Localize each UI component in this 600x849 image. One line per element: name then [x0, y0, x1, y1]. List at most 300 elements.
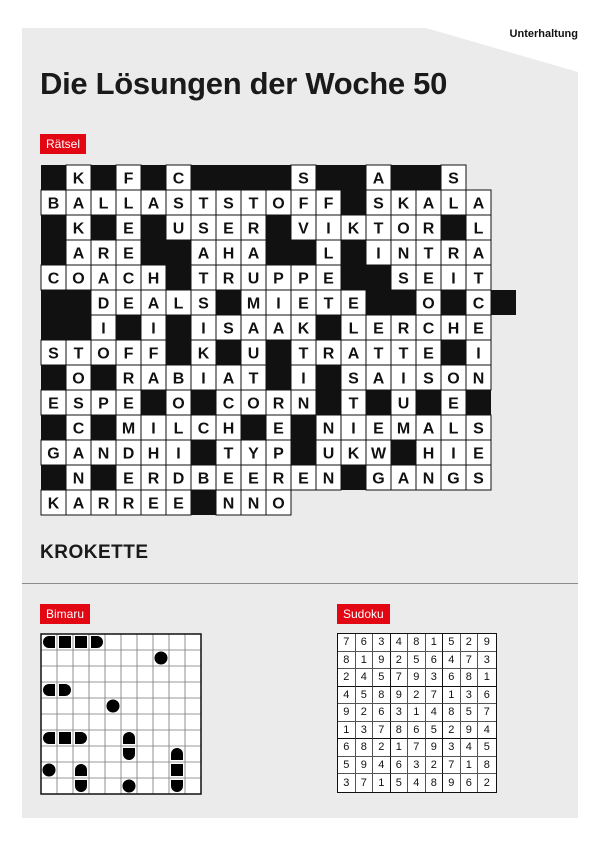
- sudoku-cell: 4: [391, 634, 409, 652]
- crossword-letter: I: [201, 370, 206, 388]
- crossword-letter: O: [72, 270, 85, 288]
- crossword-letter: L: [473, 220, 484, 238]
- crossword-black-cell: [166, 340, 191, 365]
- sudoku-cell: 2: [461, 634, 479, 652]
- sudoku-cell: 4: [478, 722, 496, 740]
- crossword-letter: E: [298, 295, 309, 313]
- crossword-letter: S: [223, 195, 234, 213]
- crossword-letter: A: [372, 370, 385, 388]
- crossword-letter: N: [72, 470, 85, 488]
- crossword-black-cell: [166, 240, 191, 265]
- crossword-letter: S: [373, 195, 384, 213]
- crossword-black-cell: [191, 165, 216, 190]
- sudoku-cell: 1: [443, 687, 461, 705]
- crossword-letter: E: [473, 320, 484, 338]
- crossword-letter: A: [197, 245, 210, 263]
- bimaru-ship-segment: [43, 732, 55, 744]
- crossword-black-cell: [316, 390, 341, 415]
- sudoku-cell: 3: [478, 652, 496, 670]
- crossword-letter: O: [397, 220, 410, 238]
- crossword-letter: N: [397, 245, 410, 263]
- crossword-letter: E: [123, 470, 134, 488]
- sudoku-cell: 7: [478, 704, 496, 722]
- crossword-letter: I: [201, 320, 206, 338]
- crossword-letter: S: [73, 395, 84, 413]
- sudoku-cell: 8: [461, 669, 479, 687]
- crossword-letter: A: [72, 245, 85, 263]
- bimaru-ship-segment: [171, 748, 183, 760]
- sudoku-cell: 9: [338, 704, 356, 722]
- sudoku-cell: 1: [373, 774, 391, 792]
- crossword-letter: N: [472, 370, 485, 388]
- crossword-letter: S: [198, 220, 209, 238]
- bimaru-ship-segment: [59, 732, 71, 744]
- sudoku-cell: 3: [426, 669, 444, 687]
- sudoku-cell: 6: [338, 739, 356, 757]
- crossword-black-cell: [266, 165, 291, 190]
- crossword-letter: E: [123, 245, 134, 263]
- sudoku-cell: 7: [408, 739, 426, 757]
- crossword-letter: E: [148, 495, 159, 513]
- crossword-letter: T: [73, 345, 84, 363]
- crossword-letter: E: [298, 470, 309, 488]
- sudoku-cell: 7: [426, 687, 444, 705]
- sudoku-label: Sudoku: [337, 604, 390, 624]
- crossword-black-cell: [41, 465, 66, 490]
- bimaru-ship-segment: [171, 780, 183, 792]
- sudoku-cell: 8: [356, 739, 374, 757]
- bimaru-grid: [40, 633, 202, 795]
- crossword-black-cell: [266, 215, 291, 240]
- crossword-letter: A: [97, 270, 110, 288]
- crossword-black-cell: [491, 290, 516, 315]
- crossword-letter: I: [451, 445, 456, 463]
- sudoku-cell: 4: [443, 652, 461, 670]
- crossword-letter: I: [151, 320, 156, 338]
- crossword-letter: D: [97, 295, 110, 313]
- crossword-letter: N: [322, 470, 335, 488]
- crossword-black-cell: [66, 315, 91, 340]
- crossword-letter: I: [376, 245, 381, 263]
- sudoku-cell: 6: [408, 722, 426, 740]
- crossword-letter: E: [473, 445, 484, 463]
- section-tag: Unterhaltung: [509, 28, 578, 40]
- sudoku-cell: 7: [356, 774, 374, 792]
- crossword-letter: E: [423, 345, 434, 363]
- crossword-letter: S: [473, 470, 484, 488]
- crossword-black-cell: [141, 240, 166, 265]
- crossword-black-cell: [41, 290, 66, 315]
- sudoku-cell: 9: [443, 774, 461, 792]
- crossword-letter: S: [398, 270, 409, 288]
- sudoku-cell: 1: [461, 757, 479, 775]
- crossword-letter: U: [247, 345, 260, 363]
- sudoku-cell: 9: [373, 652, 391, 670]
- crossword-letter: U: [322, 445, 335, 463]
- crossword-letter: S: [173, 195, 184, 213]
- crossword-letter: A: [397, 470, 410, 488]
- crossword-letter: A: [372, 170, 385, 188]
- crossword-letter: C: [72, 420, 85, 438]
- crossword-letter: E: [48, 395, 59, 413]
- crossword-letter: A: [147, 295, 160, 313]
- crossword-black-cell: [341, 190, 366, 215]
- bimaru-ship-segment: [171, 764, 183, 776]
- crossword-black-cell: [291, 415, 316, 440]
- crossword-letter: R: [97, 495, 110, 513]
- sudoku-cell: 9: [356, 757, 374, 775]
- bimaru-ship-segment: [75, 764, 87, 776]
- crossword-letter: R: [147, 470, 160, 488]
- crossword-letter: R: [422, 220, 435, 238]
- sudoku-cell: 7: [338, 634, 356, 652]
- crossword-black-cell: [441, 290, 466, 315]
- sudoku-cell: 2: [408, 687, 426, 705]
- crossword-black-cell: [466, 390, 491, 415]
- sudoku-cell: 6: [356, 634, 374, 652]
- crossword-letter: L: [348, 320, 359, 338]
- crossword-letter: E: [423, 270, 434, 288]
- crossword-letter: I: [351, 420, 356, 438]
- crossword-letter: R: [447, 245, 460, 263]
- crossword-black-cell: [191, 490, 216, 515]
- crossword-letter: H: [147, 445, 160, 463]
- crossword-letter: A: [347, 345, 360, 363]
- crossword-letter: H: [422, 445, 435, 463]
- sudoku-cell: 6: [443, 669, 461, 687]
- crossword-letter: E: [373, 420, 384, 438]
- crossword-letter: T: [323, 295, 334, 313]
- crossword-letter: T: [298, 345, 309, 363]
- sudoku-cell: 5: [443, 634, 461, 652]
- crossword-letter: T: [373, 345, 384, 363]
- crossword-letter: U: [247, 270, 260, 288]
- sudoku-cell: 9: [461, 722, 479, 740]
- crossword-letter: G: [372, 470, 385, 488]
- sudoku-cell: 3: [373, 634, 391, 652]
- crossword-letter: D: [172, 470, 185, 488]
- sudoku-cell: 9: [426, 739, 444, 757]
- crossword-black-cell: [266, 240, 291, 265]
- crossword-black-cell: [41, 365, 66, 390]
- sudoku-cell: 3: [356, 722, 374, 740]
- sudoku-cell: 1: [478, 669, 496, 687]
- sudoku-cell: 2: [426, 757, 444, 775]
- crossword-black-cell: [216, 340, 241, 365]
- crossword-black-cell: [416, 390, 441, 415]
- crossword-letter: C: [222, 395, 235, 413]
- sudoku-cell: 2: [356, 704, 374, 722]
- crossword-letter: P: [298, 270, 309, 288]
- sudoku-cell: 1: [391, 739, 409, 757]
- crossword-black-cell: [116, 315, 141, 340]
- crossword-black-cell: [291, 440, 316, 465]
- crossword-black-cell: [91, 365, 116, 390]
- crossword-letter: L: [448, 420, 459, 438]
- crossword-letter: V: [298, 220, 309, 238]
- crossword-letter: L: [123, 195, 134, 213]
- crossword-letter: E: [273, 420, 284, 438]
- sudoku-cell: 8: [408, 634, 426, 652]
- crossword-letter: E: [373, 320, 384, 338]
- crossword-letter: C: [422, 320, 435, 338]
- sudoku-cell: 4: [408, 774, 426, 792]
- sudoku-cell: 3: [338, 774, 356, 792]
- crossword-letter: R: [322, 345, 335, 363]
- crossword-letter: N: [222, 495, 235, 513]
- crossword-letter: A: [247, 245, 260, 263]
- crossword-black-cell: [91, 415, 116, 440]
- crossword-letter: F: [148, 345, 159, 363]
- sudoku-cell: 6: [478, 687, 496, 705]
- crossword-black-cell: [216, 290, 241, 315]
- crossword-letter: S: [348, 370, 359, 388]
- crossword-black-cell: [291, 240, 316, 265]
- crossword-letter: B: [197, 470, 210, 488]
- sudoku-cell: 1: [426, 634, 444, 652]
- crossword-letter: B: [47, 195, 60, 213]
- sudoku-cell: 8: [443, 704, 461, 722]
- crossword-grid: [40, 164, 517, 516]
- crossword-black-cell: [366, 265, 391, 290]
- crossword-black-cell: [416, 165, 441, 190]
- sudoku-cell: 5: [426, 722, 444, 740]
- sudoku-cell: 5: [478, 739, 496, 757]
- crossword-letter: S: [198, 295, 209, 313]
- crossword-letter: M: [121, 420, 136, 438]
- crossword-letter: R: [122, 370, 135, 388]
- crossword-black-cell: [366, 390, 391, 415]
- bimaru-ship-segment: [123, 732, 135, 744]
- crossword-letter: T: [423, 245, 434, 263]
- crossword-letter: T: [198, 195, 209, 213]
- crossword-letter: L: [173, 420, 184, 438]
- sudoku-cell: 2: [373, 739, 391, 757]
- crossword-letter: A: [72, 195, 85, 213]
- crossword-letter: A: [222, 370, 235, 388]
- sudoku-cell: 5: [338, 757, 356, 775]
- crossword-letter: K: [72, 170, 85, 188]
- crossword-letter: T: [223, 445, 234, 463]
- crossword-letter: H: [147, 270, 160, 288]
- crossword-letter: E: [223, 470, 234, 488]
- crossword-black-cell: [66, 290, 91, 315]
- crossword-letter: I: [301, 370, 306, 388]
- crossword-black-cell: [41, 165, 66, 190]
- sudoku-cell: 2: [338, 669, 356, 687]
- sudoku-cell: 8: [391, 722, 409, 740]
- sudoku-cell: 9: [478, 634, 496, 652]
- crossword-black-cell: [341, 265, 366, 290]
- crossword-letter: B: [172, 370, 185, 388]
- crossword-black-cell: [341, 465, 366, 490]
- crossword-letter: I: [476, 345, 481, 363]
- sudoku-cell: 7: [443, 757, 461, 775]
- crossword-letter: T: [398, 345, 409, 363]
- crossword-black-cell: [391, 440, 416, 465]
- crossword-black-cell: [441, 340, 466, 365]
- crossword-black-cell: [91, 465, 116, 490]
- crossword-letter: R: [272, 470, 285, 488]
- crossword-black-cell: [91, 215, 116, 240]
- crossword-letter: I: [451, 270, 456, 288]
- crossword-letter: E: [448, 395, 459, 413]
- bimaru-submarine: [155, 652, 168, 665]
- crossword-letter: F: [123, 170, 134, 188]
- crossword-letter: K: [397, 195, 410, 213]
- crossword-letter: F: [123, 345, 134, 363]
- sudoku-cell: 4: [338, 687, 356, 705]
- crossword-letter: L: [98, 195, 109, 213]
- sudoku-cell: 9: [408, 669, 426, 687]
- crossword-letter: E: [123, 220, 134, 238]
- crossword-letter: K: [347, 445, 360, 463]
- sudoku-cell: 3: [391, 704, 409, 722]
- crossword-letter: T: [248, 370, 259, 388]
- sudoku-cell: 4: [356, 669, 374, 687]
- sudoku-cell: 5: [461, 704, 479, 722]
- crossword-letter: O: [97, 345, 110, 363]
- crossword-letter: K: [197, 345, 210, 363]
- crossword-black-cell: [191, 390, 216, 415]
- sudoku-cell: 6: [373, 704, 391, 722]
- sudoku-cell: 4: [461, 739, 479, 757]
- crossword-letter: I: [151, 420, 156, 438]
- crossword-letter: A: [472, 195, 485, 213]
- crossword-letter: E: [123, 395, 134, 413]
- sudoku-cell: 2: [391, 652, 409, 670]
- crossword-letter: E: [348, 295, 359, 313]
- sudoku-cell: 5: [373, 669, 391, 687]
- bimaru-ship-segment: [59, 636, 71, 648]
- crossword-letter: E: [173, 495, 184, 513]
- crossword-letter: H: [222, 245, 235, 263]
- crossword-black-cell: [341, 165, 366, 190]
- bimaru-ship-segment: [43, 636, 55, 648]
- solution-word: KROKETTE: [40, 542, 149, 563]
- crossword-letter: A: [422, 420, 435, 438]
- crossword-black-cell: [141, 165, 166, 190]
- crossword-letter: F: [298, 195, 309, 213]
- sudoku-cell: 6: [461, 774, 479, 792]
- crossword-letter: P: [98, 395, 109, 413]
- crossword-letter: R: [97, 245, 110, 263]
- crossword-letter: A: [147, 370, 160, 388]
- crossword-letter: E: [248, 470, 259, 488]
- bimaru-ship-segment: [75, 780, 87, 792]
- bimaru-ship-segment: [59, 684, 71, 696]
- sudoku-cell: 4: [373, 757, 391, 775]
- crossword-letter: O: [422, 295, 435, 313]
- crossword-letter: S: [223, 320, 234, 338]
- crossword-black-cell: [191, 440, 216, 465]
- crossword-letter: H: [222, 420, 235, 438]
- crossword-letter: F: [323, 195, 334, 213]
- crossword-black-cell: [41, 315, 66, 340]
- crossword-black-cell: [266, 340, 291, 365]
- sudoku-cell: 5: [408, 652, 426, 670]
- crossword-letter: O: [172, 395, 185, 413]
- crossword-black-cell: [441, 215, 466, 240]
- sudoku-cell: 8: [338, 652, 356, 670]
- crossword-black-cell: [366, 290, 391, 315]
- sudoku-cell: 1: [338, 722, 356, 740]
- crossword-letter: N: [297, 395, 310, 413]
- crossword-letter: R: [397, 320, 410, 338]
- section-divider: [22, 583, 578, 584]
- crossword-black-cell: [391, 290, 416, 315]
- crossword-letter: A: [472, 245, 485, 263]
- crossword-letter: A: [247, 320, 260, 338]
- sudoku-cell: 2: [483, 776, 490, 789]
- crossword-letter: S: [298, 170, 309, 188]
- bimaru-submarine: [107, 700, 120, 713]
- crossword-letter: O: [272, 195, 285, 213]
- crossword-black-cell: [341, 240, 366, 265]
- crossword-letter: C: [47, 270, 60, 288]
- crossword-letter: G: [447, 470, 460, 488]
- crossword-letter: K: [347, 220, 360, 238]
- crossword-letter: C: [172, 170, 185, 188]
- crossword-letter: L: [323, 245, 334, 263]
- crossword-letter: L: [448, 195, 459, 213]
- crossword-black-cell: [41, 215, 66, 240]
- bimaru-ship-segment: [43, 684, 55, 696]
- crossword-letter: P: [273, 445, 284, 463]
- crossword-letter: H: [447, 320, 460, 338]
- page-title: Die Lösungen der Woche 50: [40, 66, 448, 101]
- bimaru-label: Bimaru: [40, 604, 90, 624]
- crossword-letter: N: [422, 470, 435, 488]
- crossword-letter: T: [198, 270, 209, 288]
- sudoku-cell: 6: [426, 652, 444, 670]
- crossword-black-cell: [141, 390, 166, 415]
- crossword-letter: S: [48, 345, 59, 363]
- crossword-letter: I: [176, 445, 181, 463]
- sudoku-cell: 6: [391, 757, 409, 775]
- crossword-letter: E: [123, 295, 134, 313]
- crossword-letter: C: [197, 420, 210, 438]
- bimaru-ship-segment: [123, 748, 135, 760]
- sudoku-cell: 3: [443, 739, 461, 757]
- crossword-letter: T: [348, 395, 359, 413]
- crossword-letter: K: [47, 495, 60, 513]
- crossword-letter: O: [272, 495, 285, 513]
- crossword-letter: S: [473, 420, 484, 438]
- crossword-letter: A: [147, 195, 160, 213]
- crossword-letter: T: [473, 270, 484, 288]
- crossword-black-cell: [266, 365, 291, 390]
- crossword-letter: N: [322, 420, 335, 438]
- crossword-black-cell: [166, 315, 191, 340]
- crossword-black-cell: [41, 240, 66, 265]
- bimaru-ship-segment: [91, 636, 103, 648]
- crossword-black-cell: [216, 165, 241, 190]
- sudoku-cell: 4: [426, 704, 444, 722]
- crossword-letter: W: [370, 445, 387, 463]
- crossword-letter: R: [272, 395, 285, 413]
- crossword-letter: C: [122, 270, 135, 288]
- sudoku-cell: 2: [443, 722, 461, 740]
- sudoku-cell: 5: [356, 687, 374, 705]
- crossword-letter: U: [172, 220, 185, 238]
- bimaru-ship-segment: [75, 732, 87, 744]
- crossword-black-cell: [316, 165, 341, 190]
- crossword-black-cell: [241, 165, 266, 190]
- sudoku-cell: 8: [426, 774, 444, 792]
- crossword-black-cell: [391, 165, 416, 190]
- crossword-letter: S: [423, 370, 434, 388]
